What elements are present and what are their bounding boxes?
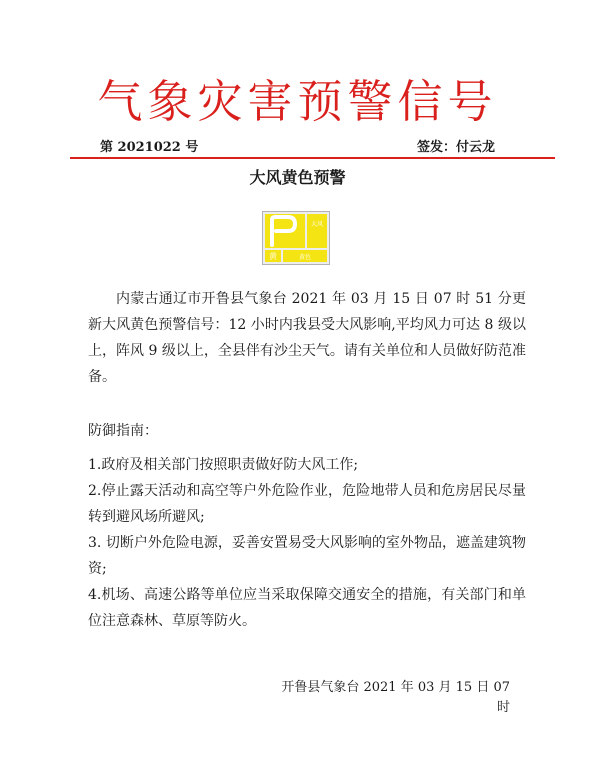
issuer-date: 开鲁县气象台 2021 年 03 月 15 日 07 时 [281,680,510,715]
wind-yellow-warning-icon [262,211,330,265]
icon-bottom-right-text: 黄色 [298,254,312,261]
document-number: 第 2021022 号 [100,140,199,155]
icon-top-right-text: 大风 [310,221,324,228]
warning-heading: 大风黄色预警 [249,168,346,187]
warning-body-paragraph: 内蒙古通辽市开鲁县气象台 2021 年 03 月 15 日 07 时 51 分更新大风黄色预警信号：12 小时内我县受大风影响,平均风力可达 8 级以上，阵风 9 级以上，全县伴有沙尘天气。请有关单位和人员做好防范准备。 [88,291,526,385]
guide-item: 2.停止露天活动和高空等户外危险作业，危险地带人员和危房居民尽量转到避风场所避风; [88,483,526,525]
document-meta-row [100,138,495,158]
guide-item: 3. 切断户外危险电源，妥善安置易受大风影响的室外物品，遮盖建筑物资; [88,535,526,577]
guide-heading: 防御指南： [88,423,158,439]
document-title: 气象灾害预警信号 [97,75,498,128]
signer: 签发：付云龙 [416,140,495,155]
guide-item: 4.机场、高速公路等单位应当采取保障交通安全的措施，有关部门和单位注意森林、草原等防火。 [88,587,526,629]
red-divider [70,157,555,159]
icon-bottom-left-text: 黄 [269,252,277,261]
guide-item: 1.政府及相关部门按照职责做好防大风工作; [88,457,359,473]
defense-guide [88,418,526,634]
icon-side-panel [307,214,327,248]
